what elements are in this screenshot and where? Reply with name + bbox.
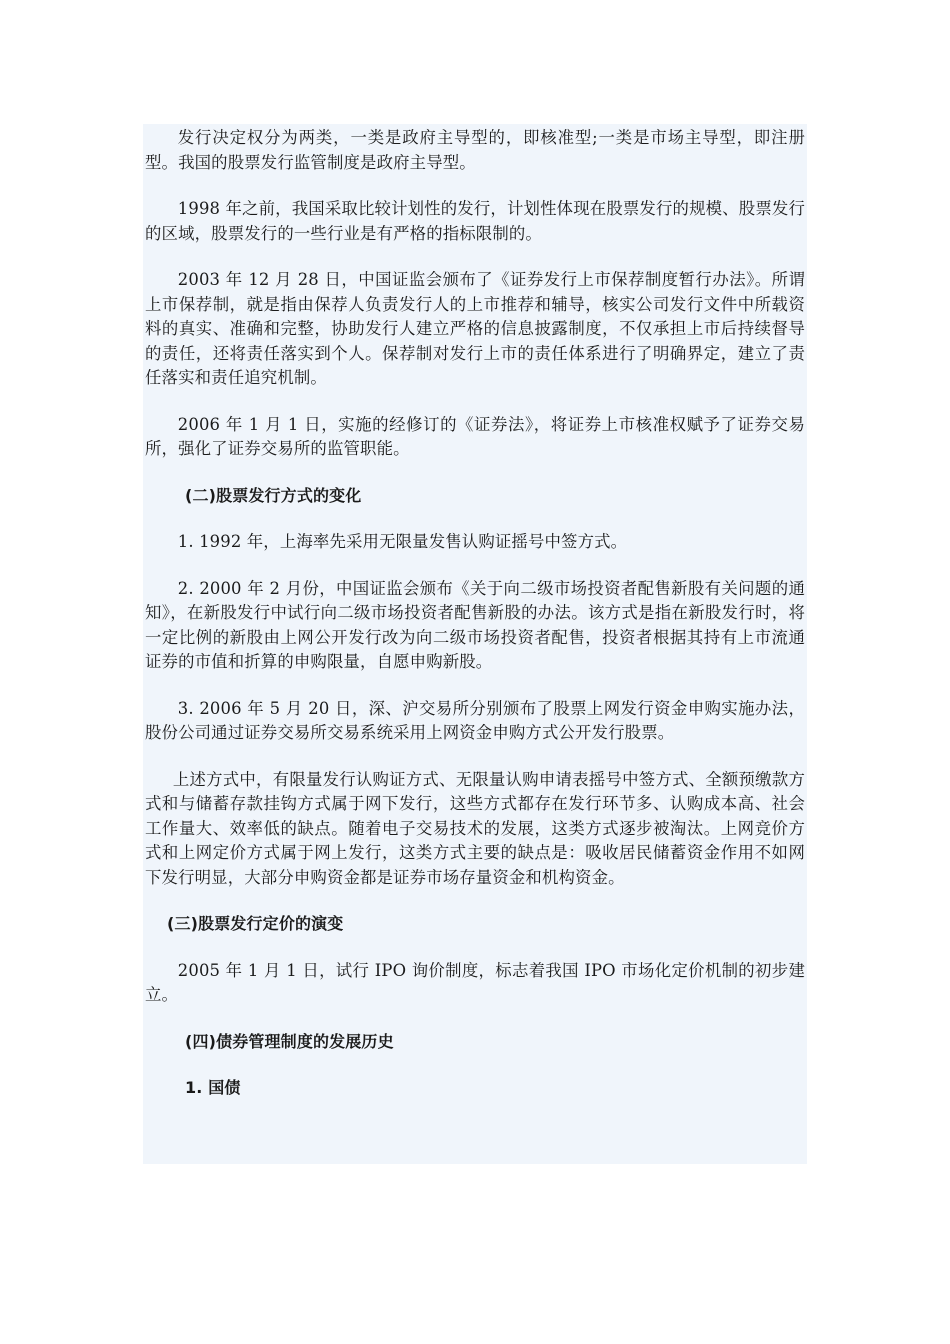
document-body [145,126,805,1101]
section-heading-pricing: (三)股票发行定价的演变 [167,914,344,933]
paragraph-ipo-inquiry: 2005 年 1 月 1 日，试行 IPO 询价制度，标志着我国 IPO 市场化定价机制的初步建立。 [145,960,805,1004]
paragraph-method-summary: 上述方式中，有限量发行认购证方式、无限量认购申请表摇号中签方式、全额预缴款方式和与储蓄存款挂钩方式属于网下发行，这些方式都存在发行环节多、认购成本高、社会工作量大、效率低的缺点。随着电子交易技术的发展，这类方式逐步被淘汰。上网竞价方式和上网定价方式属于网上发行，这类方式主要的缺点是：吸收居民储蓄资金作用不如网下发行明显，大部分申购资金都是证券市场存量资金和机构资金。 [145,769,805,887]
paragraph-issuance-authority: 发行决定权分为两类，一类是政府主导型的，即核准型;一类是市场主导型，即注册型。我国的股票发行监管制度是政府主导型。 [145,128,805,172]
paragraph-before-1998: 1998 年之前，我国采取比较计划性的发行，计划性体现在股票发行的规模、股票发行的区域，股票发行的一些行业是有严格的指标限制的。 [145,199,805,243]
list-item-2006: 3. 2006 年 5 月 20 日，深、沪交易所分别颁布了股票上网发行资金申购实施办法，股份公司通过证券交易所交易系统采用上网资金申购方式公开发行股票。 [145,698,805,742]
paragraph-securities-law-2006: 2006 年 1 月 1 日，实施的经修订的《证券法》，将证券上市核准权赋予了证券交易所，强化了证券交易所的监管职能。 [145,414,805,458]
section-heading-issuance-method: (二)股票发行方式的变化 [185,485,362,505]
list-item-2000: 2. 2000 年 2 月份，中国证监会颁布《关于向二级市场投资者配售新股有关问题的通知》，在新股发行中试行向二级市场投资者配售新股的办法。该方式是指在新股发行时，将一定比例的新股由上网公开发行改为向二级市场投资者配售，投资者根据其持有上市流通证券的市值和折算的申购限量，自愿申购新股。 [145,578,805,671]
list-item-1992: 1. 1992 年，上海率先采用无限量发售认购证摇号中签方式。 [177,532,628,551]
section-heading-bond-history: (四)债券管理制度的发展历史 [185,1031,394,1051]
paragraph-sponsor-system: 2003 年 12 月 28 日，中国证监会颁布了《证券发行上市保荐制度暂行办法》。所谓上市保荐制，就是指由保荐人负责发行人的上市推荐和辅导，核实公司发行文件中所载资料的真实、准确和完整，协助发行人建立严格的信息披露制度，不仅承担上市后持续督导的责任，还将责任落实到个人。保荐制对发行上市的责任体系进行了明确界定，建立了责任落实和责任追究机制。 [145,270,805,387]
subheading-treasury-bonds: 1. 国债 [185,1078,241,1097]
